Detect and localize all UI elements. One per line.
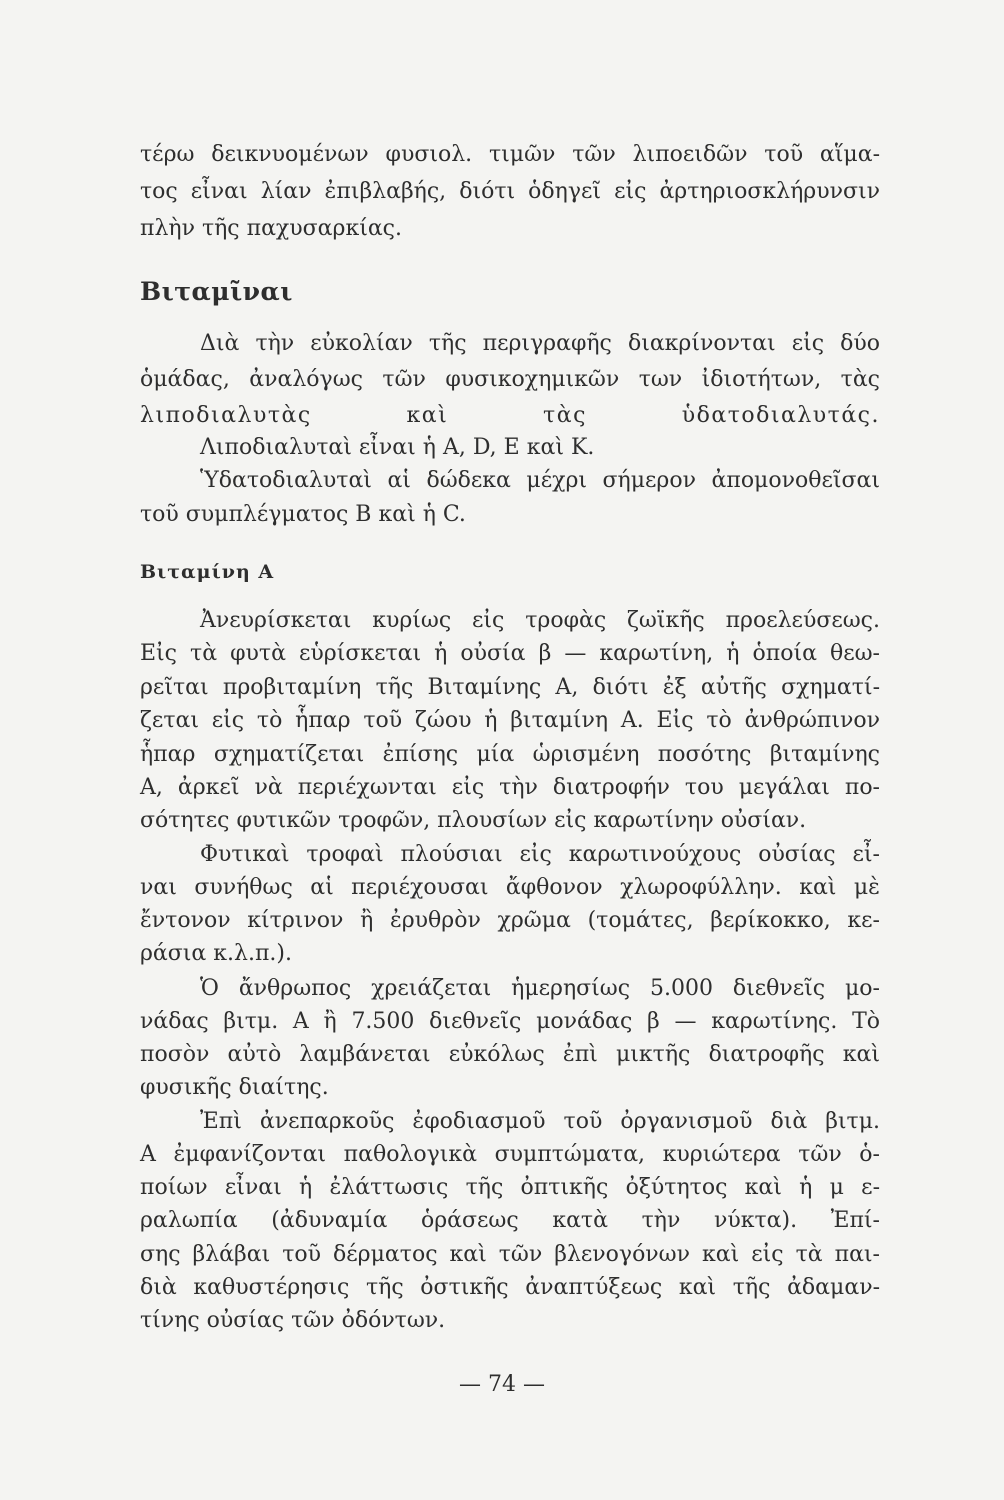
text-line-spaced: λιποδιαλυτὰς καὶ τὰς ὑδατοδιαλυτάς. [140, 403, 880, 428]
text-line: τος εἶναι λίαν ἐπιβλαβής, διότι ὁδηγεῖ εἰς ἀρτηριοσκλήρυνσιν [140, 179, 880, 204]
text-line: σότητες φυτικῶν τροφῶν, πλουσίων εἰς καρωτίνην οὐσίαν. [140, 808, 807, 833]
text-line: ράσια κ.λ.π.). [140, 941, 292, 966]
text-line: σης βλάβαι τοῦ δέρματος καὶ τῶν βλενογόνων καὶ εἰς τὰ παι- [140, 1242, 880, 1267]
text-line: ποίων εἶναι ἡ ἐλάττωσις τῆς ὀπτικῆς ὀξύτητος καὶ ἡ μ ε- [140, 1175, 880, 1200]
text-line: ζεται εἰς τὸ ἧπαρ τοῦ ζώου ἡ βιταμίνη Α. Εἰς τὸ ἀνθρώπινον [140, 708, 880, 733]
text-line: Ἀνευρίσκεται κυρίως εἰς τροφὰς ζωϊκῆς προελεύσεως. [200, 608, 880, 633]
text-line: Ὁ ἄνθρωπος χρειάζεται ἡμερησίως 5.000 διεθνεῖς μο- [200, 976, 880, 1001]
text-line: φυσικῆς διαίτης. [140, 1075, 329, 1100]
text-line: νάδας βιτμ. Α ἢ 7.500 διεθνεῖς μονάδας β — καρωτίνης. Τὸ [140, 1009, 880, 1034]
text-line: τέρω δεικνυομένων φυσιολ. τιμῶν τῶν λιποειδῶν τοῦ αἵμα- [140, 142, 880, 167]
text-line: Ὑδατοδιαλυταὶ αἱ δώδεκα μέχρι σήμερον ἀπομονοθεῖσαι [200, 468, 880, 493]
text-line: Α ἐμφανίζονται παθολογικὰ συμπτώματα, κυριώτερα τῶν ὁ- [140, 1142, 880, 1167]
text-line: πλὴν τῆς παχυσαρκίας. [140, 216, 402, 241]
text-line: ρεῖται προβιταμίνη τῆς Βιταμίνης Α, διότι ἐξ αὐτῆς σχηματί- [140, 675, 880, 700]
text-line: Α, ἀρκεῖ νὰ περιέχωνται εἰς τὴν διατροφήν του μεγάλαι πο- [140, 775, 880, 800]
text-line: ὁμάδας, ἀναλόγως τῶν φυσικοχημικῶν των ἰδιοτήτων, τὰς [140, 367, 880, 392]
text-line: Εἰς τὰ φυτὰ εὑρίσκεται ἡ οὐσία β — καρωτίνη, ἡ ὁποία θεω- [140, 641, 880, 666]
section-heading-vitamin-a: Βιταμίνη Α [140, 561, 275, 583]
text-line: διὰ καθυστέρησις τῆς ὀστικῆς ἀναπτύξεως καὶ τῆς ἀδαμαν- [140, 1275, 880, 1300]
text-line: τίνης οὐσίας τῶν ὀδόντων. [140, 1308, 446, 1333]
text-line: ἧπαρ σχηματίζεται ἐπίσης μία ὡρισμένη ποσότης βιταμίνης [140, 742, 880, 767]
text-line: ποσὸν αὐτὸ λαμβάνεται εὐκόλως ἐπὶ μικτῆς διατροφῆς καὶ [140, 1042, 880, 1067]
page-number: — 74 — [459, 1372, 545, 1397]
text-line: Φυτικαὶ τροφαὶ πλούσιαι εἰς καρωτινούχους οὐσίας εἶ- [200, 842, 880, 867]
text-line: ραλωπία (ἀδυναμία ὁράσεως κατὰ τὴν νύκτα). Ἐπί- [140, 1208, 880, 1233]
text-line: ναι συνήθως αἱ περιέχουσαι ἄφθονον χλωροφύλλην. καὶ μὲ [140, 875, 880, 900]
text-line: τοῦ συμπλέγματος B καὶ ἡ C. [140, 502, 466, 527]
text-line: Λιποδιαλυταὶ εἶναι ἡ A, D, E καὶ K. [200, 435, 595, 460]
text-line: Διὰ τὴν εὐκολίαν τῆς περιγραφῆς διακρίνονται εἰς δύο [200, 331, 880, 356]
text-line: Ἐπὶ ἀνεπαρκοῦς ἐφοδιασμοῦ τοῦ ὀργανισμοῦ διὰ βιτμ. [200, 1109, 880, 1134]
text-line: ἔντονον κίτρινον ἢ ἐρυθρὸν χρῶμα (τομάτες, βερίκοκκο, κε- [140, 908, 880, 933]
section-heading-vitamins: Βιταμῖναι [140, 277, 293, 306]
